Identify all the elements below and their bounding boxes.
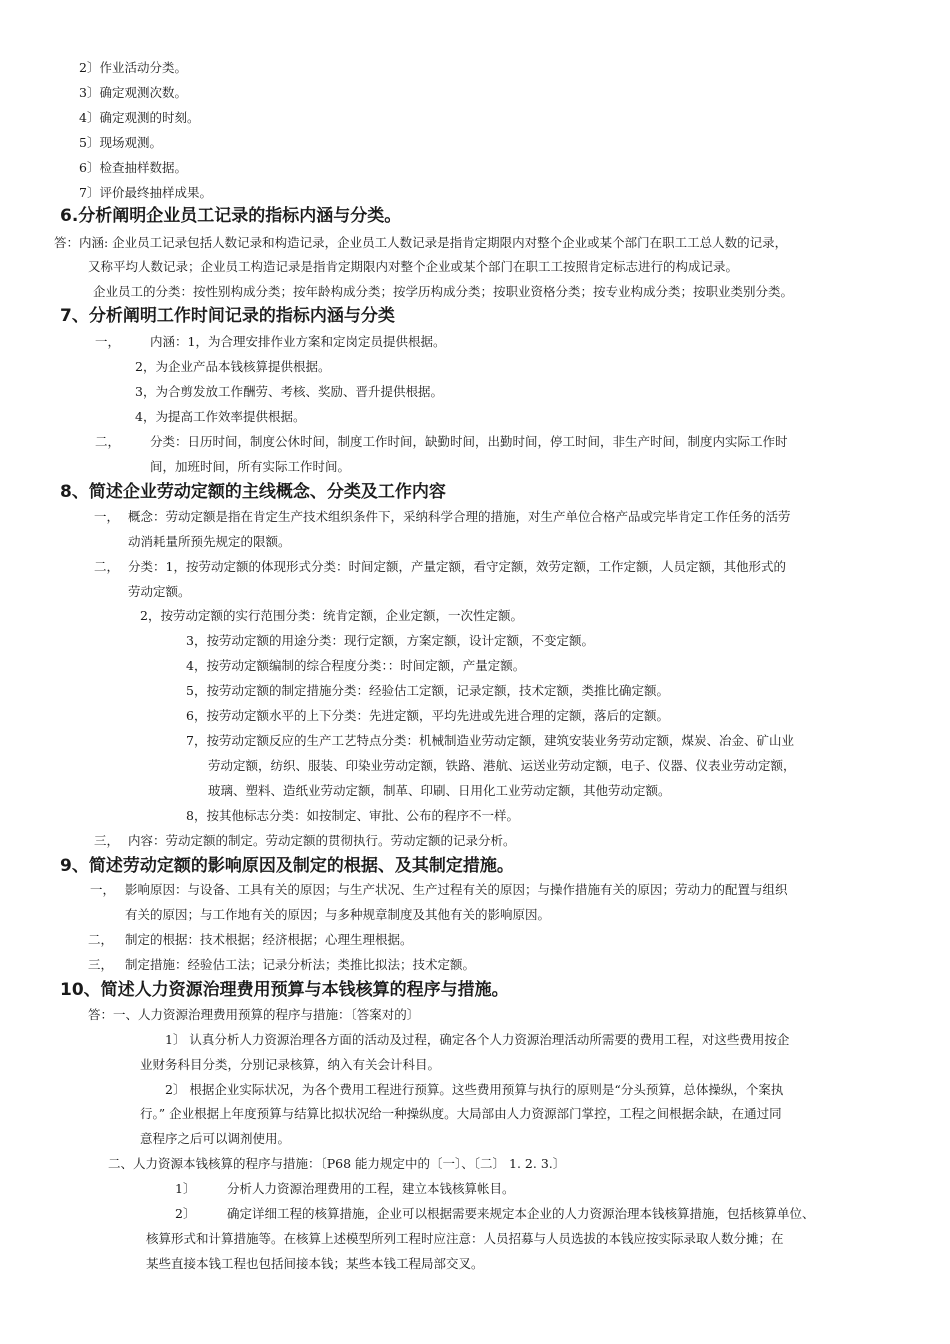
paragraph-line: 分类：日历时间，制度公休时间，制度工作时间，缺勤时间，出勤时间，停工时间，非生产时间，制度内实际工作时: [150, 434, 788, 449]
section-heading: 9、简述劳动定额的影响原因及制定的根据、及其制定措施。: [60, 856, 514, 876]
paragraph-line: 又称平均人数记录；企业员工构造记录是指肯定期限内对整个企业或某个部门在职工工按照肯定标志进行的构成记录。: [88, 259, 739, 274]
paragraph-line: 企业员工的分类：按性别构成分类；按年龄构成分类；按学历构成分类；按职业资格分类；按专业构成分类；按职业类别分类。: [93, 284, 794, 299]
step-item: 2〕作业活动分类。: [79, 60, 187, 75]
paragraph-line: 劳动定额，纺织、服装、印染业劳动定额，铁路、港航、运送业劳动定额，电子、仪器、仪表业劳动定额，: [208, 758, 796, 773]
list-number: 二，: [94, 559, 120, 574]
section-heading: 6.分析阐明企业员工记录的指标内涵与分类。: [60, 206, 402, 226]
paragraph-line: 行。” 企业根据上年度预算与结算比拟状况给一种操纵度。大局部由人力资源部门掌控，工程之间根据余缺，在通过同: [140, 1106, 782, 1121]
list-number: 一，: [95, 334, 121, 349]
paragraph-line: 4，为提高工作效率提供根据。: [135, 409, 306, 424]
paragraph-line: 有关的原因；与工作地有关的原因；与多种规章制度及其他有关的影响原因。: [125, 907, 551, 922]
paragraph-line: 间，加班时间，所有实际工作时间。: [150, 459, 351, 474]
paragraph-line: 内涵：1，为合理安排作业方案和定岗定员提供根据。: [150, 334, 446, 349]
paragraph-line: 业财务科目分类，分别记录核算，纳入有关会计科目。: [140, 1057, 441, 1072]
paragraph-line: 某些直接本钱工程也包括间接本钱；某些本钱工程局部交叉。: [146, 1256, 484, 1271]
paragraph-line: 分析人力资源治理费用的工程，建立本钱核算帐目。: [227, 1181, 515, 1196]
paragraph-line: 2，为企业产品本钱核算提供根据。: [135, 359, 331, 374]
list-number: 一，: [94, 509, 120, 524]
section-heading: 8、简述企业劳动定额的主线概念、分类及工作内容: [60, 482, 446, 502]
paragraph-line: 2，按劳动定额的实行范围分类：统肯定额，企业定额，一次性定额。: [140, 608, 523, 623]
paragraph-line: 6，按劳动定额水平的上下分类：先进定额，平均先进或先进合理的定额，落后的定额。: [186, 708, 669, 723]
step-item: 5〕现场观测。: [79, 135, 162, 150]
paragraph-line: 1〕 认真分析人力资源治理各方面的活动及过程，确定各个人力资源治理活动所需要的费用工程，对这些费用按企: [165, 1032, 790, 1047]
paragraph-line: 7，按劳动定额反应的生产工艺特点分类：机械制造业劳动定额，建筑安装业务劳动定额，煤炭、冶金、矿山业: [186, 733, 794, 748]
section-heading: 10、简述人力资源治理费用预算与本钱核算的程序与措施。: [60, 980, 509, 1000]
paragraph-line: 3，为合剪发放工作酬劳、考核、奖励、晋升提供根据。: [135, 384, 443, 399]
paragraph-line: 4，按劳动定额编制的综合程度分类：：时间定额，产量定额。: [186, 658, 526, 673]
paragraph-line: 5，按劳动定额的制定措施分类：经验估工定额，记录定额，技术定额，类推比确定额。: [186, 683, 669, 698]
list-number: 2〕: [175, 1206, 196, 1221]
list-number: 二，: [88, 932, 114, 947]
paragraph-line: 制定的根据：技术根据；经济根据；心理生理根据。: [125, 932, 413, 947]
paragraph-line: 确定详细工程的核算措施，企业可以根据需要来规定本企业的人力资源治理本钱核算措施，包括核算单位、: [227, 1206, 815, 1221]
paragraph-line: 概念：劳动定额是指在肯定生产技术组织条件下，采纳科学合理的措施，对生产单位合格产品或完毕肯定工作任务的活劳: [128, 509, 791, 524]
paragraph-line: 制定措施：经验估工法；记录分析法；类推比拟法；技术定额。: [125, 957, 476, 972]
section-heading: 7、分析阐明工作时间记录的指标内涵与分类: [60, 306, 395, 326]
step-item: 6〕检查抽样数据。: [79, 160, 187, 175]
paragraph-line: 3，按劳动定额的用途分类：现行定额，方案定额，设计定额，不变定额。: [186, 633, 594, 648]
paragraph-line: 答：内涵: 企业员工记录包括人数记录和构造记录，企业员工人数记录是指肯定期限内对整个企业或某个部门在职工工总人数的记录，: [54, 235, 788, 250]
list-number: 三，: [94, 833, 120, 848]
paragraph-line: 玻璃、塑料、造纸业劳动定额，制革、印刷、日用化工业劳动定额，其他劳动定额。: [208, 783, 671, 798]
step-item: 7〕评价最终抽样成果。: [79, 185, 212, 200]
list-number: 1〕: [175, 1181, 196, 1196]
step-item: 3〕确定观测次数。: [79, 85, 187, 100]
paragraph-line: 分类：1，按劳动定额的体现形式分类：时间定额，产量定额，看守定额，效劳定额，工作定额，人员定额，其他形式的: [128, 559, 786, 574]
paragraph-line: 8，按其他标志分类：如按制定、审批、公布的程序不一样。: [186, 808, 519, 823]
paragraph-line: 劳动定额。: [128, 584, 191, 599]
paragraph-line: 影响原因：与设备、工具有关的原因；与生产状况、生产过程有关的原因；与操作措施有关的原因；劳动力的配置与组织: [125, 882, 788, 897]
paragraph-line: 核算形式和计算措施等。在核算上述模型所列工程时应注意：人员招募与人员选拔的本钱应按实际录取人数分摊；在: [146, 1231, 784, 1246]
paragraph-line: 答：一、人力资源治理费用预算的程序与措施：〔答案对的〕: [88, 1007, 420, 1022]
paragraph-line: 意程序之后可以调剂使用。: [140, 1131, 291, 1146]
paragraph-line: 动消耗量所预先规定的限额。: [128, 534, 291, 549]
list-number: 二，: [95, 434, 121, 449]
paragraph-line: 二、人力资源本钱核算的程序与措施：〔P68 能力规定中的〔一〕、〔二〕 1. 2. 3.〕: [108, 1156, 566, 1171]
list-number: 一，: [90, 882, 116, 897]
paragraph-line: 内容：劳动定额的制定。劳动定额的贯彻执行。劳动定额的记录分析。: [128, 833, 516, 848]
step-item: 4〕确定观测的时刻。: [79, 110, 200, 125]
paragraph-line: 2〕 根据企业实际状况，为各个费用工程进行预算。这些费用预算与执行的原则是“分头预算，总体操纵，个案执: [165, 1082, 784, 1097]
list-number: 三，: [88, 957, 114, 972]
